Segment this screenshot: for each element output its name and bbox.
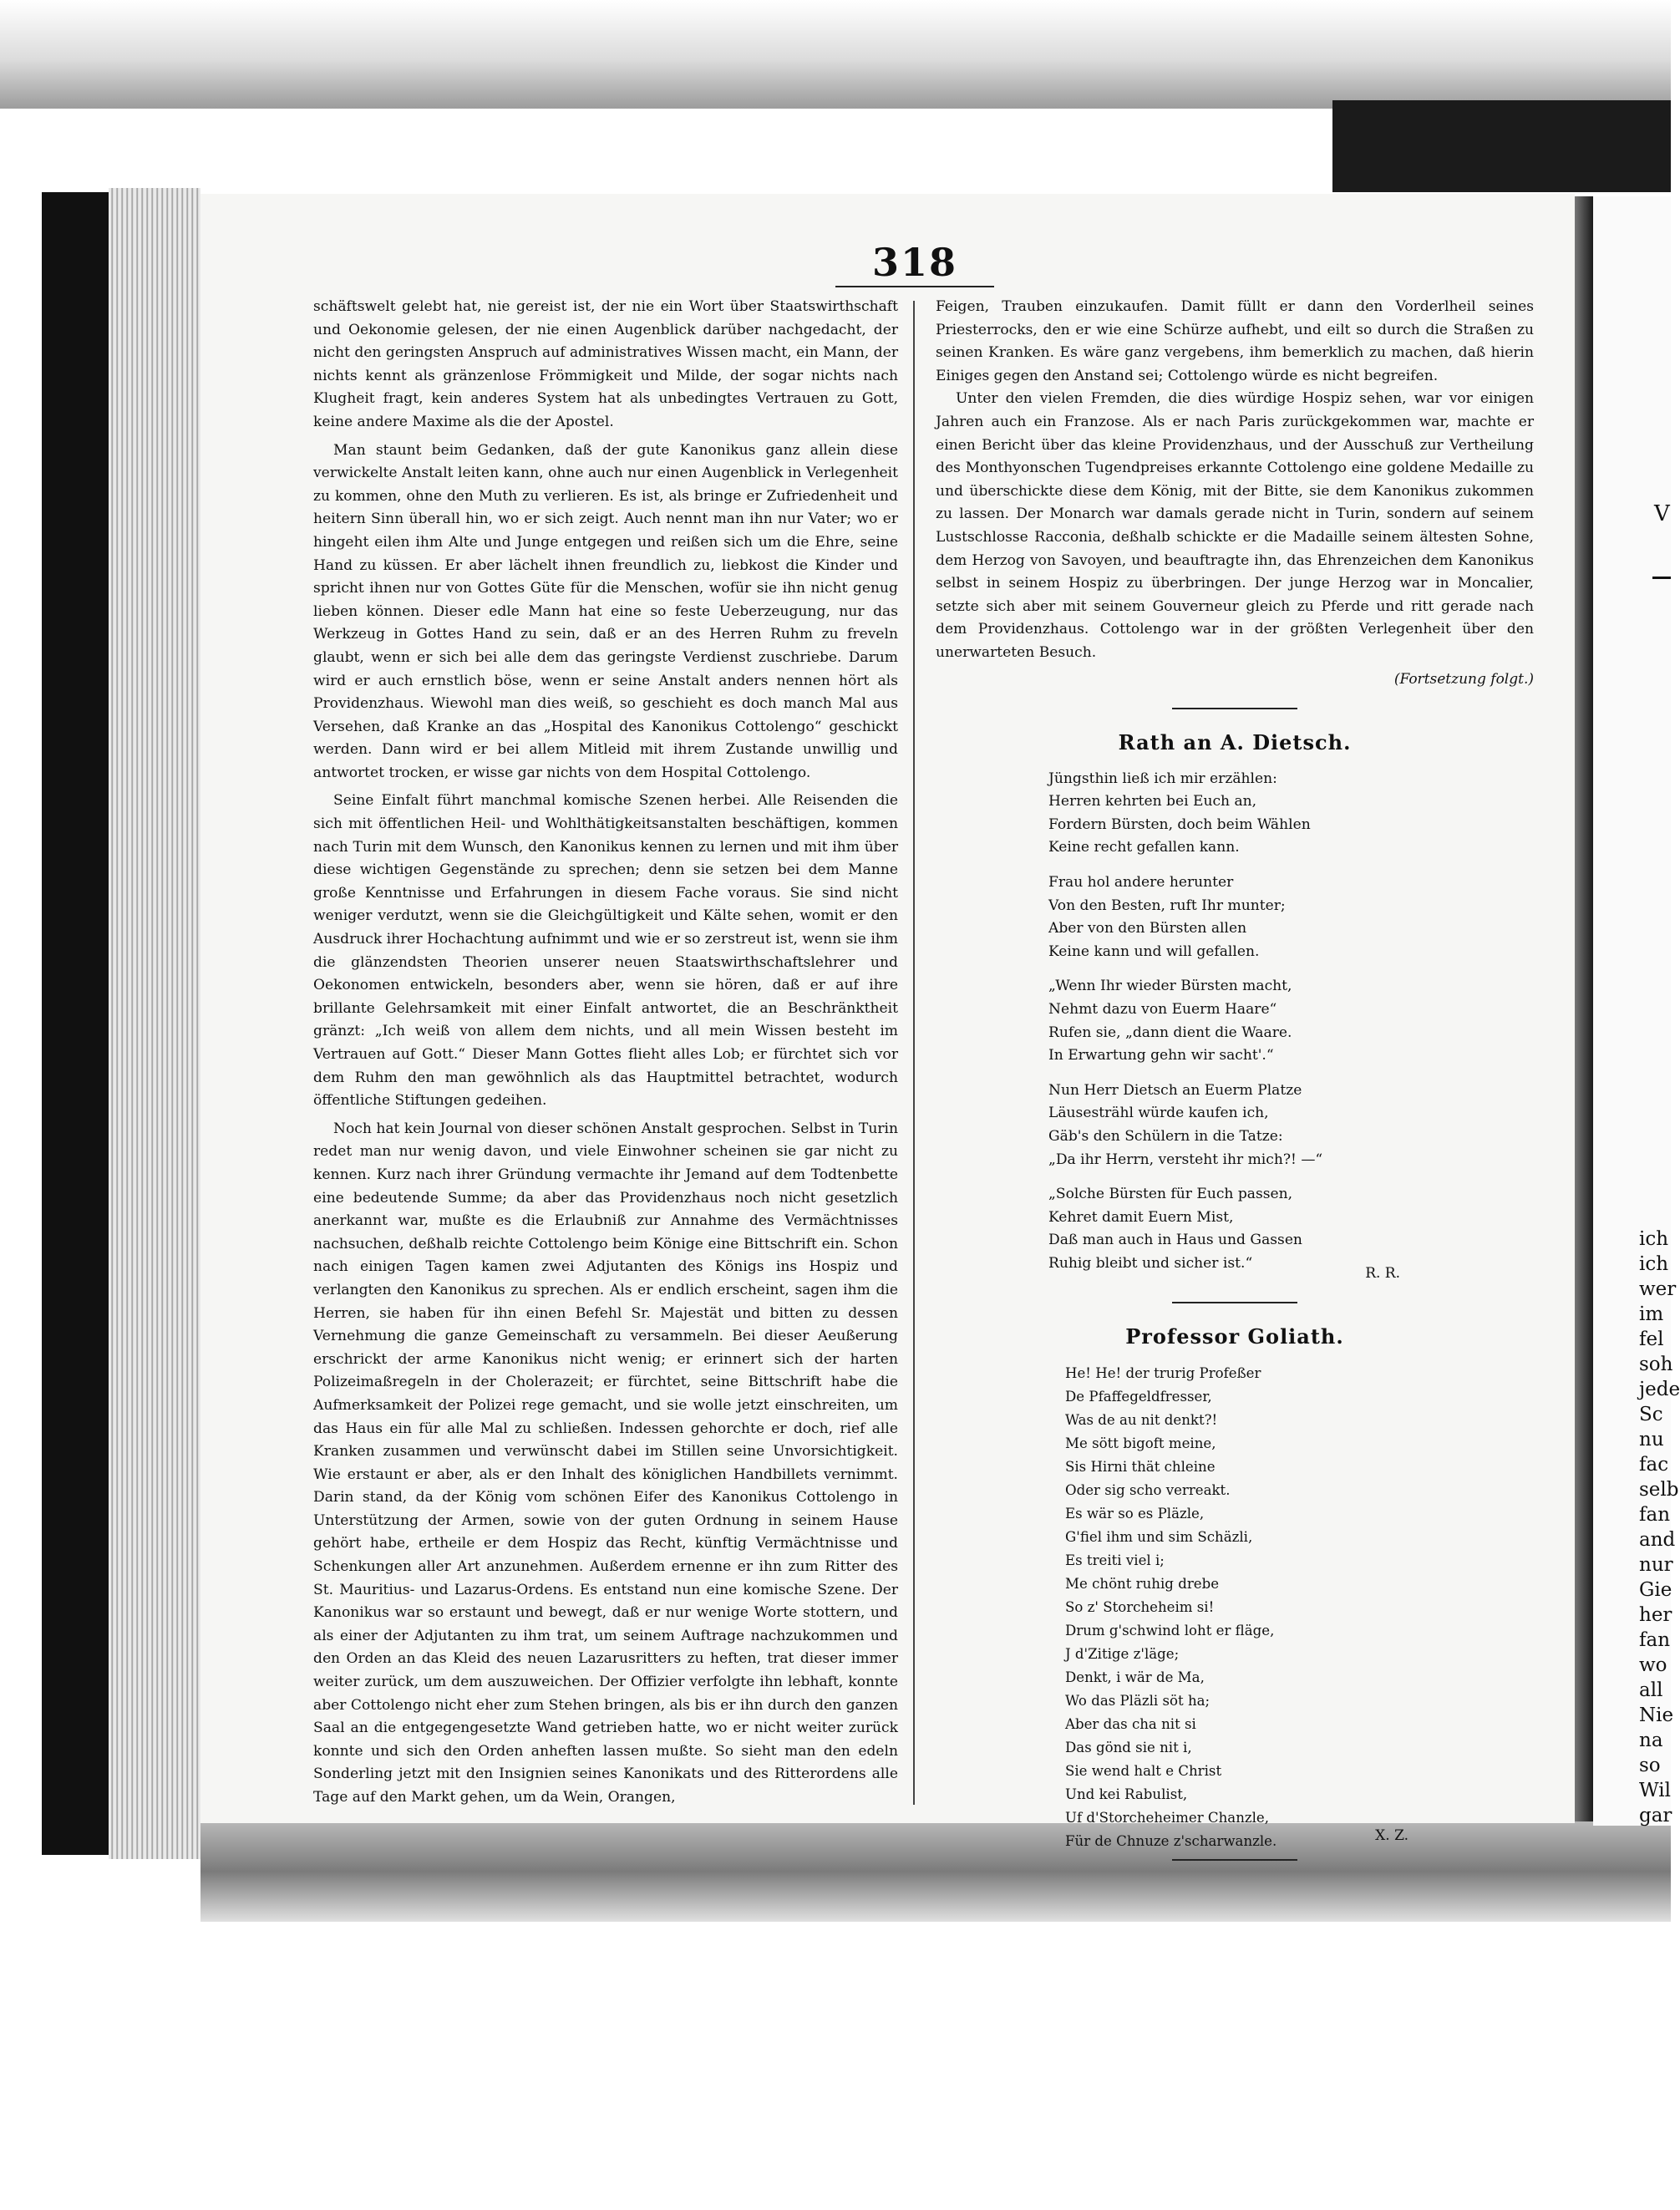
poem-line: He! He! der trurig Profeßer bbox=[1065, 1364, 1261, 1381]
poem-body bbox=[1065, 1362, 1534, 1853]
adjacent-page-fragment: im bbox=[1639, 1303, 1664, 1325]
poem-title: Rath an A. Dietsch. bbox=[1118, 730, 1352, 755]
paragraph: Noch hat kein Journal von dieser schönen Anstalt gesprochen. Selbst in Turin redet man nur wenig davon, und viele Einwohner scheinen sie gar nicht zu kennen. Kurz nach ihrer Gründung vermachte ihr Jemand auf dem Todtenbette eine bedeutende Summe; da aber das Providenzhaus noch nicht gesetzlich anerkannt war, mußte es die Erlaubniß zur Annahme des Vermächtnisses nachsuchen, deßhalb reichte Cottolengo beim Könige eine Bittschrift ein. Schon nach einigen Tagen kamen zwei Adjutanten des Königs ins Hospiz und verlangten den Kanonikus zu sprechen. Als er endlich erscheint, sagen ihm die Herren, sie haben für ihn einen Befehl Sr. Majestät und bitten zu dessen Vernehmung die ganze Gemeinschaft zu versammeln. Bei dieser Aeußerung erschrickt der arme Kanonikus nicht wenig; er erinnert sich der harten Polizeimaßregeln in der Cholerazeit; er fürchtet, seine Bittschrift habe die Aufmerksamkeit der Polizei rege gemacht, und sie wolle jetzt einschreiten, um das Haus ein für alle Mal zu schließen. Indessen gehorchte er doch, rief alle Kranken zusammen und verwünscht dabei im Stillen seine Unvorsichtigkeit. Wie erstaunt er aber, als er den Inhalt des königlichen Handbillets vernimmt. Darin stand, da der König vom schönen Eifer des Kanonikus Cottolengo in Unterstützung der Armen, sowie von der guten Ordnung in seinem Hause gehört habe, ertheile er dem Hospiz das Recht, künftig Vermächtnisse und Schenkungen aller Art anzunehmen. Außerdem ernenne er ihn zum Ritter des St. Mauritius- und Lazarus-Ordens. Es entstand nun eine komische Szene. Der Kanonikus war so erstaunt und bewegt, daß er nur wenige Worte stottern, und als einer der Adjutanten zu ihm trat, um seinem Auftrage nachzukommen und den Orden an das Kleid des neuen Lazarusritters zu heften, trat dieser immer weiter zurück, um dem auszuweichen. Der Offizier verfolgte ihn lebhaft, konnte aber Cottolengo nicht eher zum Stehen bringen, als bis er ihn durch den ganzen Saal an die entgegengesetzte Wand getrieben hatte, wo er nicht weiter zurück konnte und sich den Orden anheften lassen mußte. So sieht man den edeln Sonderling jetzt mit den Insignien seines Kanonikats und des Ritterordens alle Tage auf den Markt gehen, um da Wein, Orangen, bbox=[313, 1120, 898, 1806]
poem-line: Sis Hirni thät chleine bbox=[1065, 1458, 1216, 1475]
poem-line: Nehmt dazu von Euerm Haare“ bbox=[1048, 1001, 1277, 1019]
scan-margin-left bbox=[0, 109, 42, 2210]
poem-line: Von den Besten, ruft Ihr munter; bbox=[1048, 897, 1286, 914]
poem-line: Jüngsthin ließ ich mir erzählen: bbox=[1048, 770, 1277, 787]
poem-line: Wo das Pläzli söt ha; bbox=[1065, 1692, 1211, 1709]
adjacent-page-fragment: V bbox=[1654, 501, 1670, 526]
poem-line: Für de Chnuze z'scharwanzle. bbox=[1065, 1832, 1277, 1849]
poem-line: Sie wend halt e Christ bbox=[1065, 1762, 1222, 1779]
poem-line: Keine kann und will gefallen. bbox=[1048, 942, 1260, 960]
poem-stanza bbox=[1048, 768, 1534, 860]
header-rule bbox=[835, 286, 994, 287]
adjacent-page-fragment: ich bbox=[1639, 1253, 1669, 1275]
poem-line: Rufen sie, „dann dient die Waare. bbox=[1048, 1024, 1292, 1041]
adjacent-page-fragment: nu bbox=[1639, 1429, 1664, 1450]
book-spine-shadow bbox=[42, 192, 109, 1855]
poem-line: J d'Zitige z'läge; bbox=[1065, 1645, 1180, 1662]
poem-stanza bbox=[1048, 975, 1534, 1067]
poem-line: Herren kehrten bei Euch an, bbox=[1048, 793, 1257, 810]
adjacent-page-fragment: fel bbox=[1639, 1329, 1664, 1350]
poem-body bbox=[1048, 768, 1534, 1276]
poem-line: Drum g'schwind loht er fläge, bbox=[1065, 1622, 1275, 1638]
adjacent-page-fragment: jede bbox=[1639, 1379, 1680, 1400]
paragraph: Unter den vielen Fremden, die dies würdige Hospiz sehen, war vor einigen Jahren auch ein Franzose. Als er nach Paris zurückgekommen war, machte er einen Bericht über das kleine Providenzhaus, und der Ausschuß zur Vertheilung des Monthyonschen Tugendpreises erkannte Cottolengo eine goldene Medaille zu und überschickte diese dem König, mit der Bitte, sie dem Kanonikus zukommen zu lassen. Der Monarch war damals gerade nicht in Turin, sondern auf seinem Lustschlosse Racconia, deßhalb schickte er die Madaille seinem ältesten Sohne, dem Herzog von Savoyen, und beauftragte ihn, das Ehrenzeichen dem Kanonikus selbst in seinem Hospiz zu überbringen. Der junge Herzog war in Moncalier, setzte sich aber mit seinem Gouverneur gleich zu Pferde und ritt gerade nach dem Providenzhaus. Cottolengo war in der größten Verlegenheit über den unerwarteten Besuch. bbox=[936, 390, 1534, 661]
poem-line: Läusesträhl würde kaufen ich, bbox=[1048, 1105, 1269, 1122]
poem-line: Es treiti viel i; bbox=[1065, 1552, 1165, 1568]
adjacent-page-fragment: Nie bbox=[1639, 1704, 1674, 1726]
page-number: 318 bbox=[871, 240, 958, 285]
poem-stanza bbox=[1048, 1080, 1534, 1171]
poem-line: Aber das cha nit si bbox=[1065, 1715, 1196, 1732]
poem-line: So z' Storcheheim si! bbox=[1065, 1598, 1215, 1615]
adjacent-page-fragment: all bbox=[1639, 1679, 1663, 1701]
adjacent-page-fragment: fan bbox=[1639, 1629, 1671, 1651]
adjacent-page-fragment: Gie bbox=[1639, 1579, 1672, 1601]
adjacent-page-fragment: Wil bbox=[1639, 1780, 1671, 1801]
adjacent-page-fragment: gar bbox=[1639, 1805, 1672, 1826]
scan-background-top bbox=[0, 0, 1671, 109]
adjacent-page-fragment: wer bbox=[1639, 1278, 1677, 1300]
poem-line: Gäb's den Schülern in die Tatze: bbox=[1048, 1128, 1283, 1145]
right-column bbox=[936, 296, 1534, 1882]
column-divider bbox=[913, 301, 915, 1805]
adjacent-page-fragment: her bbox=[1639, 1604, 1672, 1626]
paragraph: Seine Einfalt führt manchmal komische Szenen herbei. Alle Reisenden die sich mit öffentlichen Heil- und Wohlthätigkeitsanstalten beschäftigen, kommen nach Turin mit dem Wunsch, den Kanonikus kennen zu lernen und mit ihm über diese wichtigen Gegenstände zu sprechen; denn sie setzen bei dem Manne große Kenntnisse und Erfahrungen in diesem Fache voraus. Sie sind nicht weniger verdutzt, wenn sie die Gleichgültigkeit und Kälte sehen, womit er den Ausdruck ihrer Hochachtung aufnimmt und wie er so zerstreut ist, wenn sie ihm die glänzendsten Theorien unserer neuen Staatswirthschaftslehrer und Oekonomen entwickeln, besonders aber, wenn sie hören, daß er auf ihre brillante Gelehrsamkeit mit einer Einfalt antwortet, die an Beschränktheit gränzt: „Ich weiß von allem dem nichts, und all mein Wissen besteht im Vertrauen auf Gott.“ Dieser Mann Gottes flieht alles Lob; er fürchtet sich vor dem Ruhm den man gewöhnlich als das Hauptmittel betrachtet, wodurch öffentliche Stiftungen gedeihen. bbox=[313, 792, 898, 1110]
poem-line: Daß man auch in Haus und Gassen bbox=[1048, 1232, 1302, 1249]
left-column bbox=[313, 296, 898, 1815]
poem-line: „Solche Bürsten für Euch passen, bbox=[1048, 1186, 1293, 1203]
paragraph: schäftswelt gelebt hat, nie gereist ist, der nie ein Wort über Staatswirthschaft und Oekonomie gelesen, der nie einen Augenblick darüber nachgedacht, der nicht den geringsten Anspruch auf administratives Wissen macht, ein Mann, der nichts kennt als gränzenlose Frömmigkeit und Milde, der sogar nichts nach Klugheit fragt, kein anderes System hat als unbedingtes Vertrauen zu Gott, keine andere Maxime als die der Apostel. bbox=[313, 298, 898, 430]
adjacent-page-fragment: so bbox=[1639, 1755, 1661, 1776]
poem-line: Frau hol andere herunter bbox=[1048, 874, 1234, 892]
paragraph: Man staunt beim Gedanken, daß der gute Kanonikus ganz allein diese verwickelte Anstalt leiten kann, ohne auch nur einen Augenblick in Verlegenheit zu kommen, ohne den Muth zu verlieren. Es ist, als bringe er Zufriedenheit und heitern Sinn überall hin, wo er sich zeigt. Auch nennt man ihn nur Vater; wo er hingeht eilen ihm Alte und Junge entgegen und reißen sich um die Ehre, seine Hand zu küssen. Er aber lächelt ihnen freundlich zu, liebkost die Kinder und spricht ihnen nur von Gottes Güte für die Menschen, wofür sie ihn nicht genug lieben können. Dieser edle Mann hat eine so feste Ueberzeugung, nur das Werkzeug in Gottes Hand zu sein, daß er an des Herren Ruhm zu freveln glaubt, wenn er sich bei alle dem das geringste Verdienst zuschriebe. Darum wird er auch ernstlich böse, wenn er seine Anstalt anders nennen hört als Providenzhaus. Wiewohl man dies weiß, so geschieht es doch manch Mal aus Versehen, daß Kranke an das „Hospital des Kanonikus Cottolengo“ geschickt werden. Dann wird er bei allem Mitleid mit ihrem Zustande unwillig und antwortet trocken, er wisse gar nichts von dem Hospital Cottolengo. bbox=[313, 441, 898, 781]
gutter-shadow bbox=[1575, 196, 1593, 1867]
poem-line: Me chönt ruhig drebe bbox=[1065, 1575, 1220, 1592]
scan-shadow-block bbox=[1332, 100, 1671, 192]
poem-line: In Erwartung gehn wir sacht'.“ bbox=[1048, 1047, 1274, 1064]
poem-line: „Da ihr Herrn, versteht ihr mich?! —“ bbox=[1048, 1151, 1323, 1168]
adjacent-page-fragment: wo bbox=[1639, 1654, 1667, 1676]
continuation-note: (Fortsetzung folgt.) bbox=[1393, 670, 1534, 688]
poem-line: Und kei Rabulist, bbox=[1065, 1786, 1188, 1802]
adjacent-page-fragment: fan bbox=[1639, 1504, 1671, 1526]
poem-line: Was de au nit denkt?! bbox=[1065, 1411, 1218, 1428]
poem-title: Professor Goliath. bbox=[1125, 1324, 1344, 1349]
adjacent-page-fragment: ich bbox=[1639, 1228, 1669, 1250]
scan-margin-bottom bbox=[0, 1922, 1671, 2210]
poem-line: Ruhig bleibt und sicher ist.“ bbox=[1048, 1254, 1253, 1272]
poem-stanza bbox=[1048, 871, 1534, 963]
poem-line: Das gönd sie nit i, bbox=[1065, 1739, 1192, 1755]
adjacent-page-fragment: soh bbox=[1639, 1354, 1673, 1375]
poem-line: Nun Herr Dietsch an Euerm Platze bbox=[1048, 1081, 1302, 1099]
poem-line: De Pfaffegeldfresser, bbox=[1065, 1388, 1212, 1405]
poem-line: Fordern Bürsten, doch beim Wählen bbox=[1048, 815, 1311, 833]
poem-line: „Wenn Ihr wieder Bürsten macht, bbox=[1048, 978, 1292, 995]
poem-line: Uf d'Storcheheimer Chanzle, bbox=[1065, 1809, 1270, 1826]
section-rule bbox=[1172, 1302, 1297, 1303]
poem-line: Oder sig scho verreakt. bbox=[1065, 1481, 1231, 1498]
adjacent-page-fragment: Sc bbox=[1639, 1404, 1663, 1425]
poem-line: G'fiel ihm und sim Schäzli, bbox=[1065, 1528, 1253, 1545]
adjacent-page-fragment: na bbox=[1639, 1730, 1663, 1751]
adjacent-page-fragment: selb bbox=[1639, 1479, 1679, 1501]
poem-signature: R. R. bbox=[1365, 1264, 1400, 1282]
poem-line: Aber von den Bürsten allen bbox=[1048, 920, 1247, 937]
poem-line: Me sött bigoft meine, bbox=[1065, 1435, 1216, 1451]
poem-line: Keine recht gefallen kann. bbox=[1048, 839, 1240, 856]
poem-line: Es wär so es Pläzle, bbox=[1065, 1505, 1205, 1522]
adjacent-page-fragment: and bbox=[1639, 1529, 1676, 1551]
poem-line: Denkt, i wär de Ma, bbox=[1065, 1669, 1205, 1685]
poem-signature: X. Z. bbox=[1375, 1826, 1408, 1844]
page-edge-stack bbox=[109, 188, 200, 1859]
adjacent-page-fragment: fac bbox=[1639, 1454, 1669, 1476]
paragraph: Feigen, Trauben einzukaufen. Damit füllt er dann den Vorderlheil seines Priesterrocks, den er wie eine Schürze aufhebt, und eilt so durch die Straßen zu seinen Kranken. Es wäre ganz vergebens, ihm bemerklich zu machen, daß hierin Einiges gegen den Anstand sei; Cottolengo würde es nicht begreifen. bbox=[936, 298, 1534, 384]
book-page bbox=[200, 194, 1575, 1849]
section-rule bbox=[1172, 1859, 1297, 1861]
adjacent-page-fragment: nur bbox=[1639, 1554, 1673, 1576]
section-rule bbox=[1172, 708, 1297, 709]
poem-line: Kehret damit Euern Mist, bbox=[1048, 1208, 1234, 1226]
adjacent-page-dash bbox=[1652, 577, 1671, 579]
